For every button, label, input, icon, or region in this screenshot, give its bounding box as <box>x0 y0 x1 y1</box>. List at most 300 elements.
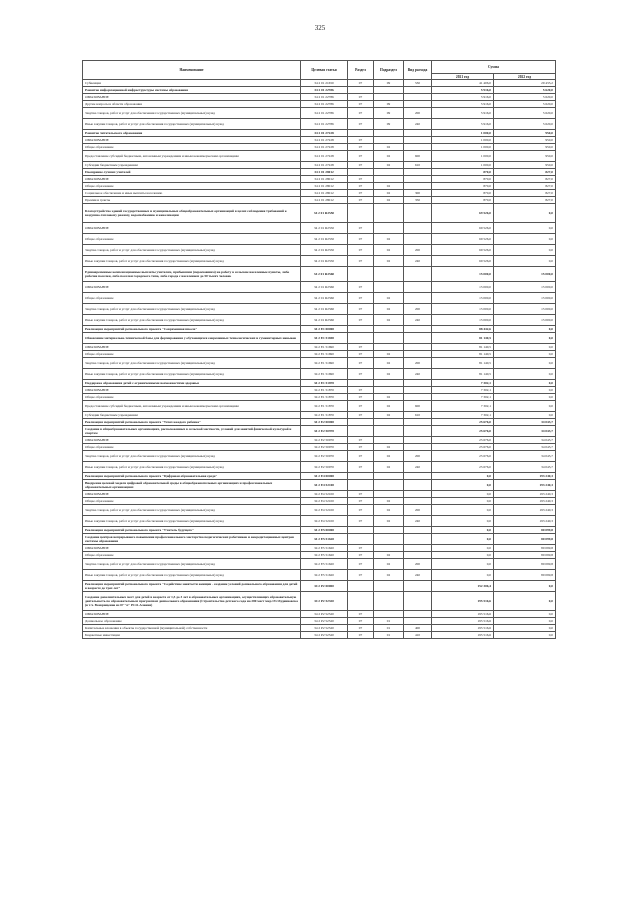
cell-name: Благоустройство зданий государственных и муниципальных общеобразовательных организаций в целях соблюдения требований к воздушно-тепловому режиму, водоснабжению и канализации <box>83 204 301 223</box>
cell-amount-2021: 0,0 <box>432 570 494 581</box>
cell-section: 07 <box>348 351 374 358</box>
table-row <box>83 394 556 401</box>
cell-subsection: 02 <box>374 444 404 451</box>
table-row <box>83 304 556 315</box>
cell-target-article: 34 2 E4 00000 <box>301 473 348 480</box>
cell-section: 07 <box>348 401 374 412</box>
cell-name: Предоставление субсидий бюджетным, автономным учреждениям и иным некоммерческим организациям <box>83 401 301 412</box>
cell-section: 07 <box>348 344 374 351</box>
cell-subsection <box>374 480 404 491</box>
table-row <box>83 333 556 344</box>
cell-amount-2022: 0,0 <box>494 369 556 380</box>
cell-amount-2021: 88 442,6 <box>432 326 494 333</box>
cell-amount-2021: 5 916,0 <box>432 94 494 101</box>
cell-amount-2021: 7 302,1 <box>432 387 494 394</box>
cell-amount-2021: 1 000,0 <box>432 137 494 144</box>
cell-expense-type <box>404 326 432 333</box>
table-row <box>83 169 556 176</box>
cell-amount-2021: 0,0 <box>432 559 494 570</box>
cell-target-article: 34 2 E1 51690 <box>301 351 348 358</box>
cell-amount-2022: 0,0 <box>494 581 556 592</box>
table-row <box>83 234 556 245</box>
table-row <box>83 545 556 552</box>
table-row <box>83 592 556 611</box>
cell-amount-2021: 15 000,0 <box>432 315 494 326</box>
cell-section: 07 <box>348 451 374 462</box>
cell-target-article: 34 2 01 R2550 <box>301 204 348 223</box>
cell-amount-2022: 29 433,2 <box>494 80 556 87</box>
table-row <box>83 94 556 101</box>
cell-target-article: 34 2 01 28012 <box>301 190 348 197</box>
cell-name: Иные закупки товаров, работ и услуг для обеспечения государственных (муниципальных) нужд <box>83 516 301 527</box>
cell-target-article: 34 2 E1 51870 <box>301 380 348 387</box>
cell-amount-2022: 0,0 <box>494 358 556 369</box>
cell-amount-2022: 80 099,8 <box>494 552 556 559</box>
cell-subsection: 02 <box>374 183 404 190</box>
cell-amount-2022: 34 043,7 <box>494 419 556 426</box>
cell-name: Общее образование <box>83 183 301 190</box>
cell-expense-type <box>404 223 432 234</box>
cell-subsection: 02 <box>374 234 404 245</box>
cell-name: Иные закупки товаров, работ и услуг для обеспечения государственных (муниципальных) нужд <box>83 119 301 130</box>
cell-amount-2022: 0,0 <box>494 344 556 351</box>
cell-subsection: 02 <box>374 516 404 527</box>
table-row <box>83 462 556 473</box>
cell-amount-2021: 69 526,0 <box>432 245 494 256</box>
cell-section: 07 <box>348 151 374 162</box>
cell-amount-2021: 7 302,1 <box>432 394 494 401</box>
cell-subsection: 09 <box>374 108 404 119</box>
table-row <box>83 197 556 204</box>
cell-target-article: 34 2 01 R2550 <box>301 223 348 234</box>
cell-subsection <box>374 545 404 552</box>
cell-name: Создание центров непрерывного повышения профессионального мастерства педагогических работников и аккредитационных центров системы образования <box>83 534 301 545</box>
cell-amount-2022: 0,0 <box>494 412 556 419</box>
cell-target-article: 34 2 E1 51870 <box>301 401 348 412</box>
cell-amount-2021: 15 000,0 <box>432 304 494 315</box>
cell-amount-2021: 7 302,1 <box>432 412 494 419</box>
cell-section <box>348 87 374 94</box>
cell-subsection: 02 <box>374 151 404 162</box>
cell-target-article: 34 2 01 22786 <box>301 87 348 94</box>
cell-expense-type: 240 <box>404 462 432 473</box>
cell-target-article: 34 2 01 21650 <box>301 80 348 87</box>
cell-amount-2022: 827,0 <box>494 183 556 190</box>
cell-section: 07 <box>348 618 374 625</box>
cell-target-article: 34 2 P2 52320 <box>301 592 348 611</box>
cell-section: 07 <box>348 137 374 144</box>
cell-section: 07 <box>348 545 374 552</box>
cell-name: Общее образование <box>83 351 301 358</box>
cell-expense-type: 240 <box>404 570 432 581</box>
cell-subsection <box>374 473 404 480</box>
cell-expense-type <box>404 144 432 151</box>
cell-target-article: 34 2 E4 52100 <box>301 491 348 498</box>
cell-target-article: 34 2 01 R2550 <box>301 256 348 267</box>
cell-name: ОБРАЗОВАНИЕ <box>83 176 301 183</box>
cell-amount-2021: 15 000,0 <box>432 267 494 282</box>
cell-name: Реализация мероприятий регионального проекта "Современная школа" <box>83 326 301 333</box>
cell-subsection: 02 <box>374 190 404 197</box>
cell-amount-2021: 870,0 <box>432 176 494 183</box>
cell-section: 07 <box>348 144 374 151</box>
cell-amount-2022: 827,0 <box>494 190 556 197</box>
table-row <box>83 351 556 358</box>
cell-amount-2021: 7 302,1 <box>432 401 494 412</box>
cell-name: Другие вопросы в области образования <box>83 101 301 108</box>
cell-expense-type: 200 <box>404 451 432 462</box>
cell-name: Предоставление субсидий бюджетным, автономным учреждениям и иным некоммерческим организациям <box>83 151 301 162</box>
cell-subsection: 02 <box>374 498 404 505</box>
cell-target-article: 34 2 01 28012 <box>301 176 348 183</box>
cell-amount-2022: 193 240,3 <box>494 491 556 498</box>
cell-target-article: 34 2 E4 52100 <box>301 498 348 505</box>
cell-amount-2022: 0,0 <box>494 592 556 611</box>
cell-subsection: 02 <box>374 412 404 419</box>
cell-name: Общее образование <box>83 293 301 304</box>
table-row <box>83 369 556 380</box>
table-row <box>83 204 556 223</box>
cell-subsection <box>374 581 404 592</box>
cell-target-article: 34 2 E1 51690 <box>301 333 348 344</box>
cell-subsection <box>374 176 404 183</box>
cell-amount-2021: 870,0 <box>432 169 494 176</box>
cell-amount-2022: 950,0 <box>494 144 556 151</box>
table-row <box>83 401 556 412</box>
cell-expense-type: 410 <box>404 632 432 639</box>
cell-section: 07 <box>348 176 374 183</box>
cell-expense-type <box>404 534 432 545</box>
cell-name: Субвенции <box>83 80 301 87</box>
cell-subsection: 02 <box>374 462 404 473</box>
cell-amount-2021: 25 676,0 <box>432 426 494 437</box>
cell-subsection: 01 <box>374 618 404 625</box>
cell-name: Закупка товаров, работ и услуг для обеспечения государственных (муниципальных) нужд <box>83 451 301 462</box>
cell-section <box>348 473 374 480</box>
table-row <box>83 412 556 419</box>
header-year-2022: 2022 год <box>494 74 556 80</box>
cell-name: Иные закупки товаров, работ и услуг для обеспечения государственных (муниципальных) нужд <box>83 570 301 581</box>
cell-amount-2021: 5 916,0 <box>432 119 494 130</box>
cell-expense-type <box>404 169 432 176</box>
cell-subsection <box>374 527 404 534</box>
table-row <box>83 618 556 625</box>
table-row <box>83 451 556 462</box>
cell-expense-type <box>404 282 432 293</box>
cell-amount-2021: 0,0 <box>432 516 494 527</box>
cell-amount-2021: 5 916,0 <box>432 101 494 108</box>
cell-name: Общее образование <box>83 144 301 151</box>
cell-amount-2021: 25 676,0 <box>432 462 494 473</box>
cell-name: Реализация мероприятий регионального проекта "Успех каждого ребенка" <box>83 419 301 426</box>
cell-amount-2022: 80 099,8 <box>494 559 556 570</box>
cell-amount-2021: 69 526,0 <box>432 204 494 223</box>
cell-name: Общее образование <box>83 234 301 245</box>
cell-section <box>348 527 374 534</box>
cell-name: Иные закупки товаров, работ и услуг для обеспечения государственных (муниципальных) нужд <box>83 369 301 380</box>
cell-section <box>348 169 374 176</box>
table-row <box>83 581 556 592</box>
cell-target-article: 34 2 01 R2560 <box>301 315 348 326</box>
budget-table <box>82 60 556 639</box>
table-row <box>83 326 556 333</box>
cell-section <box>348 130 374 137</box>
cell-amount-2022: 5 620,0 <box>494 119 556 130</box>
cell-subsection: 09 <box>374 119 404 130</box>
cell-section: 07 <box>348 462 374 473</box>
cell-subsection <box>374 282 404 293</box>
cell-target-article: 34 2 E4 52100 <box>301 480 348 491</box>
cell-name: Общее образование <box>83 552 301 559</box>
cell-target-article: 34 2 E1 51690 <box>301 358 348 369</box>
cell-amount-2022: 0,0 <box>494 401 556 412</box>
cell-amount-2022: 0,0 <box>494 611 556 618</box>
cell-target-article: 34 2 E4 52100 <box>301 516 348 527</box>
table-row <box>83 267 556 282</box>
cell-name: Закупка товаров, работ и услуг для обеспечения государственных (муниципальных) нужд <box>83 505 301 516</box>
cell-subsection: 02 <box>374 451 404 462</box>
cell-amount-2021: 0,0 <box>432 491 494 498</box>
cell-expense-type <box>404 437 432 444</box>
cell-expense-type: 240 <box>404 315 432 326</box>
cell-amount-2021: 69 526,0 <box>432 223 494 234</box>
cell-target-article: 34 2 E1 51870 <box>301 394 348 401</box>
cell-target-article: 34 2 E1 51870 <box>301 412 348 419</box>
cell-target-article: 34 2 01 22786 <box>301 108 348 119</box>
cell-amount-2022: 34 043,7 <box>494 462 556 473</box>
cell-expense-type: 200 <box>404 245 432 256</box>
cell-subsection: 02 <box>374 144 404 151</box>
cell-amount-2022: 34 043,7 <box>494 451 556 462</box>
cell-amount-2022: 0,0 <box>494 333 556 344</box>
cell-section: 07 <box>348 119 374 130</box>
cell-section <box>348 581 374 592</box>
cell-amount-2022: 827,0 <box>494 169 556 176</box>
cell-subsection: 02 <box>374 351 404 358</box>
table-row <box>83 611 556 618</box>
cell-target-article: 34 2 E2 50970 <box>301 451 348 462</box>
cell-amount-2022: 34 043,7 <box>494 437 556 444</box>
cell-subsection <box>374 592 404 611</box>
cell-expense-type: 400 <box>404 625 432 632</box>
cell-expense-type: 200 <box>404 505 432 516</box>
cell-name: Общее образование <box>83 444 301 451</box>
cell-amount-2021: 5 916,0 <box>432 87 494 94</box>
table-row <box>83 625 556 632</box>
cell-section <box>348 480 374 491</box>
cell-amount-2021: 195 516,6 <box>432 632 494 639</box>
cell-name: ОБРАЗОВАНИЕ <box>83 94 301 101</box>
cell-amount-2022: 80 099,8 <box>494 570 556 581</box>
table-row <box>83 552 556 559</box>
cell-name: Развитие информационной инфраструктуры системы образования <box>83 87 301 94</box>
cell-subsection: 01 <box>374 632 404 639</box>
cell-section <box>348 419 374 426</box>
cell-subsection: 02 <box>374 552 404 559</box>
cell-name: Иные закупки товаров, работ и услуг для обеспечения государственных (муниципальных) нужд <box>83 462 301 473</box>
cell-amount-2022: 950,0 <box>494 162 556 169</box>
table-row <box>83 534 556 545</box>
cell-name: ОБРАЗОВАНИЕ <box>83 491 301 498</box>
cell-section: 07 <box>348 437 374 444</box>
cell-section <box>348 267 374 282</box>
cell-expense-type: 240 <box>404 369 432 380</box>
cell-target-article: 34 2 E1 51870 <box>301 387 348 394</box>
cell-expense-type <box>404 380 432 387</box>
cell-amount-2021: 0,0 <box>432 534 494 545</box>
cell-section: 07 <box>348 80 374 87</box>
cell-amount-2021: 81 140,5 <box>432 344 494 351</box>
cell-subsection: 02 <box>374 358 404 369</box>
cell-subsection <box>374 437 404 444</box>
cell-expense-type <box>404 480 432 491</box>
cell-amount-2021: 1 000,0 <box>432 151 494 162</box>
table-row <box>83 491 556 498</box>
cell-amount-2022: 34 043,7 <box>494 444 556 451</box>
table-row <box>83 151 556 162</box>
header-subsection: Подраздел <box>374 61 404 80</box>
cell-amount-2021: 870,0 <box>432 190 494 197</box>
cell-expense-type <box>404 498 432 505</box>
cell-target-article: 34 2 01 27228 <box>301 162 348 169</box>
cell-amount-2022: 193 240,3 <box>494 516 556 527</box>
cell-expense-type <box>404 394 432 401</box>
cell-name: Закупка товаров, работ и услуг для обеспечения государственных (муниципальных) нужд <box>83 108 301 119</box>
cell-name: Дошкольное образование <box>83 618 301 625</box>
table-row <box>83 87 556 94</box>
cell-target-article: 34 2 01 R2550 <box>301 245 348 256</box>
cell-target-article: 34 2 E2 50970 <box>301 444 348 451</box>
cell-expense-type <box>404 234 432 245</box>
cell-target-article: 34 2 01 R2560 <box>301 282 348 293</box>
cell-section <box>348 592 374 611</box>
table-row <box>83 480 556 491</box>
cell-amount-2021: 1 000,0 <box>432 144 494 151</box>
cell-target-article: 34 2 P2 52320 <box>301 625 348 632</box>
cell-amount-2021: 0,0 <box>432 552 494 559</box>
cell-amount-2021: 41 406,0 <box>432 80 494 87</box>
cell-name: Реализация мероприятий регионального проекта "Учитель будущего" <box>83 527 301 534</box>
cell-amount-2021: 0,0 <box>432 527 494 534</box>
cell-expense-type: 600 <box>404 401 432 412</box>
cell-section <box>348 204 374 223</box>
cell-amount-2021: 0,0 <box>432 545 494 552</box>
table-row <box>83 426 556 437</box>
cell-amount-2022: 80 099,8 <box>494 534 556 545</box>
cell-amount-2021: 0,0 <box>432 480 494 491</box>
cell-section: 07 <box>348 315 374 326</box>
table-row <box>83 176 556 183</box>
cell-section: 07 <box>348 304 374 315</box>
cell-section: 07 <box>348 162 374 169</box>
cell-amount-2021: 870,0 <box>432 183 494 190</box>
cell-subsection <box>374 344 404 351</box>
cell-target-article: 34 2 E5 51620 <box>301 559 348 570</box>
cell-amount-2022: 15 000,0 <box>494 267 556 282</box>
cell-expense-type: 600 <box>404 151 432 162</box>
cell-name: ОБРАЗОВАНИЕ <box>83 545 301 552</box>
cell-name: Социальное обеспечение и иные выплаты населению <box>83 190 301 197</box>
table-row <box>83 256 556 267</box>
cell-amount-2022: 0,0 <box>494 394 556 401</box>
cell-amount-2021: 1 000,0 <box>432 130 494 137</box>
cell-subsection: 02 <box>374 293 404 304</box>
cell-amount-2022: 5 620,0 <box>494 101 556 108</box>
cell-expense-type <box>404 130 432 137</box>
cell-name: Иные закупки товаров, работ и услуг для обеспечения государственных (муниципальных) нужд <box>83 256 301 267</box>
cell-section: 07 <box>348 358 374 369</box>
cell-target-article: 34 2 01 27228 <box>301 137 348 144</box>
cell-name: Реализация мероприятий регионального проекта "Цифровая образовательная среда" <box>83 473 301 480</box>
cell-expense-type: 200 <box>404 358 432 369</box>
cell-amount-2021: 195 516,6 <box>432 611 494 618</box>
cell-amount-2022: 193 240,3 <box>494 473 556 480</box>
table-body <box>83 80 556 639</box>
cell-expense-type: 200 <box>404 304 432 315</box>
cell-section <box>348 426 374 437</box>
header-year-2021: 2021 год <box>432 74 494 80</box>
cell-subsection: 01 <box>374 625 404 632</box>
header-expense-type: Вид расхода <box>404 61 432 80</box>
cell-target-article: 34 2 E2 50970 <box>301 437 348 444</box>
cell-expense-type <box>404 344 432 351</box>
cell-amount-2022: 0,0 <box>494 618 556 625</box>
cell-section: 07 <box>348 625 374 632</box>
cell-expense-type <box>404 94 432 101</box>
cell-name: Общее образование <box>83 394 301 401</box>
cell-amount-2022: 0,0 <box>494 351 556 358</box>
cell-section: 07 <box>348 412 374 419</box>
cell-amount-2022: 15 000,0 <box>494 282 556 293</box>
cell-section: 07 <box>348 559 374 570</box>
cell-target-article: 34 2 E2 50970 <box>301 462 348 473</box>
cell-subsection: 02 <box>374 304 404 315</box>
cell-expense-type: 200 <box>404 108 432 119</box>
table-row <box>83 315 556 326</box>
cell-amount-2022: 0,0 <box>494 387 556 394</box>
cell-amount-2022: 827,0 <box>494 176 556 183</box>
cell-amount-2022: 827,0 <box>494 197 556 204</box>
table-row <box>83 527 556 534</box>
cell-name: Закупка товаров, работ и услуг для обеспечения государственных (муниципальных) нужд <box>83 304 301 315</box>
cell-amount-2022: 0,0 <box>494 256 556 267</box>
cell-section: 07 <box>348 108 374 119</box>
cell-section <box>348 326 374 333</box>
cell-expense-type: 530 <box>404 80 432 87</box>
table-row <box>83 190 556 197</box>
cell-expense-type: 350 <box>404 197 432 204</box>
cell-name: ОБРАЗОВАНИЕ <box>83 223 301 234</box>
cell-target-article: 34 2 E2 00000 <box>301 419 348 426</box>
cell-section: 07 <box>348 491 374 498</box>
table-row <box>83 223 556 234</box>
cell-name: ОБРАЗОВАНИЕ <box>83 387 301 394</box>
table-row <box>83 119 556 130</box>
cell-section: 07 <box>348 282 374 293</box>
cell-subsection: 09 <box>374 80 404 87</box>
cell-amount-2022: 15 000,0 <box>494 304 556 315</box>
cell-amount-2022: 193 240,3 <box>494 498 556 505</box>
cell-section <box>348 333 374 344</box>
cell-name: ОБРАЗОВАНИЕ <box>83 344 301 351</box>
cell-subsection: 02 <box>374 505 404 516</box>
table-row <box>83 101 556 108</box>
cell-amount-2021: 25 676,0 <box>432 451 494 462</box>
cell-target-article: 34 2 01 22786 <box>301 101 348 108</box>
cell-amount-2021: 0,0 <box>432 505 494 516</box>
cell-expense-type <box>404 387 432 394</box>
cell-target-article: 34 2 E2 50970 <box>301 426 348 437</box>
